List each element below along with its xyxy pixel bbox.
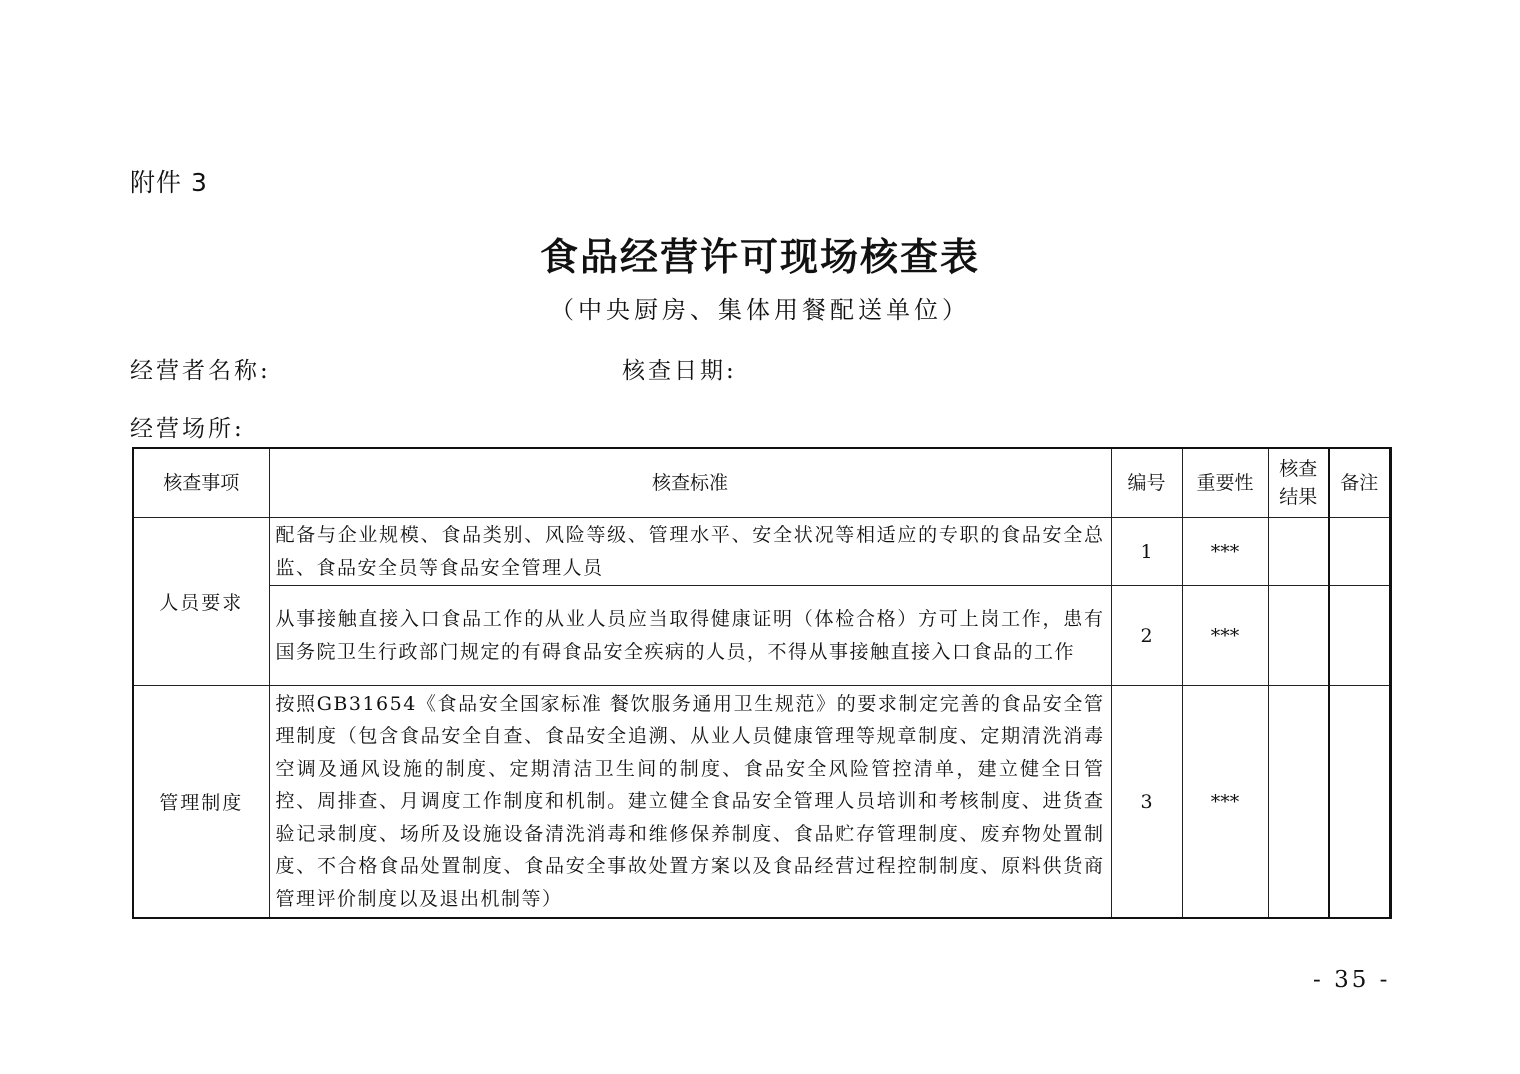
number-cell: 2 <box>1111 586 1182 686</box>
table-row <box>133 586 1390 686</box>
header-standard: 核查标准 <box>269 448 1111 518</box>
item-cell: 人员要求 <box>133 518 269 686</box>
standard-cell: 从事接触直接入口食品工作的从业人员应当取得健康证明（体检合格）方可上岗工作，患有国务院卫生行政部门规定的有碍食品安全疾病的人员，不得从事接触直接入口食品的工作 <box>269 586 1111 686</box>
inspection-table <box>132 447 1392 919</box>
importance-cell: *** <box>1182 686 1268 919</box>
result-cell[interactable] <box>1268 586 1329 686</box>
importance-cell: *** <box>1182 586 1268 686</box>
item-cell: 管理制度 <box>133 686 269 919</box>
remark-cell[interactable] <box>1329 586 1390 686</box>
result-cell[interactable] <box>1268 686 1329 919</box>
header-result <box>1268 448 1329 518</box>
remark-cell[interactable] <box>1329 686 1390 919</box>
remark-cell[interactable] <box>1329 518 1390 586</box>
header-remark: 备注 <box>1329 448 1390 518</box>
table-row <box>133 518 1390 586</box>
header-number: 编号 <box>1111 448 1182 518</box>
number-cell: 1 <box>1111 518 1182 586</box>
table-header-row <box>133 448 1390 518</box>
header-result-line1: 核查 <box>1279 458 1318 480</box>
header-importance: 重要性 <box>1182 448 1268 518</box>
header-item: 核查事项 <box>133 448 269 518</box>
result-cell[interactable] <box>1268 518 1329 586</box>
attachment-label: 附件 3 <box>130 168 208 197</box>
page-subtitle: （中央厨房、集体用餐配送单位） <box>550 296 970 324</box>
number-cell: 3 <box>1111 686 1182 919</box>
inspection-date-label: 核查日期: <box>622 358 737 384</box>
page-title: 食品经营许可现场核查表 <box>539 234 980 279</box>
operator-name-label: 经营者名称: <box>130 358 271 384</box>
page-number: - 35 - <box>1313 967 1391 993</box>
table-row <box>133 686 1390 919</box>
premises-label: 经营场所: <box>130 416 245 442</box>
importance-cell: *** <box>1182 518 1268 586</box>
standard-cell: 配备与企业规模、食品类别、风险等级、管理水平、安全状况等相适应的专职的食品安全总监、食品安全员等食品安全管理人员 <box>269 518 1111 586</box>
header-result-line2: 结果 <box>1279 486 1318 508</box>
standard-cell: 按照GB31654《食品安全国家标准 餐饮服务通用卫生规范》的要求制定完善的食品安全管理制度（包含食品安全自查、食品安全追溯、从业人员健康管理等规章制度、定期清洗消毒空调及通风设施的制度、定期清洁卫生间的制度、食品安全风险管控清单，建立健全日管控、周排查、月调度工作制度和机制。建立健全食品安全管理人员培训和考核制度、进货查验记录制度、场所及设施设备清洗消毒和维修保养制度、食品贮存管理制度、废弃物处置制度、不合格食品处置制度、食品安全事故处置方案以及食品经营过程控制制度、原料供货商管理评价制度以及退出机制等） <box>269 686 1111 919</box>
